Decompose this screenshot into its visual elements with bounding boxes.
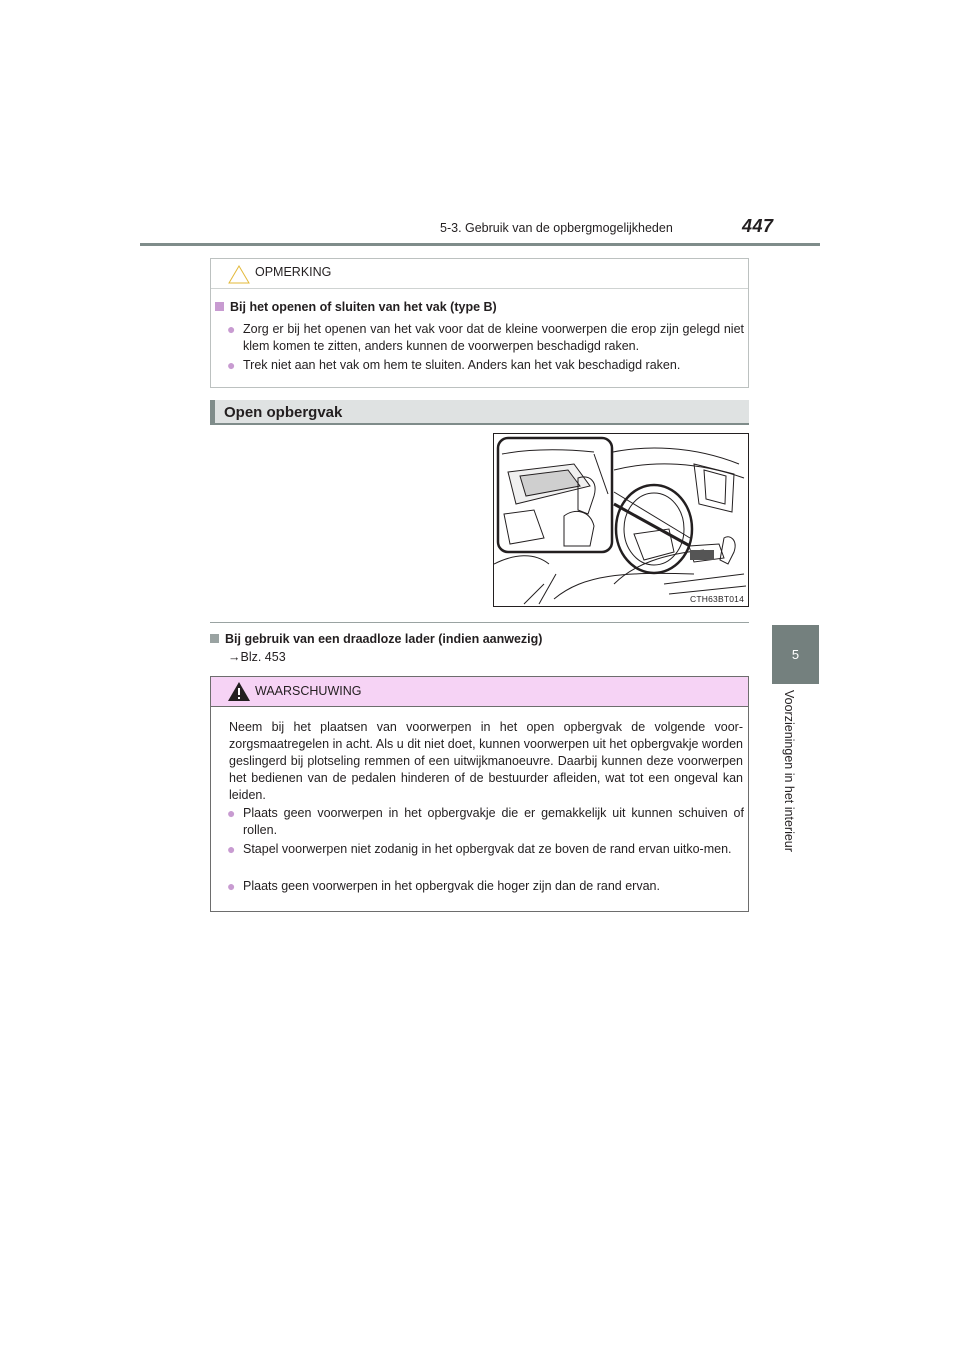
bullet-dot-icon: ● [227, 841, 236, 857]
notice-header [211, 259, 748, 289]
section-heading-bar [210, 400, 749, 425]
square-marker-icon [215, 302, 224, 311]
open-tray-illustration [493, 433, 749, 607]
warning-header [211, 677, 748, 707]
bullet-dot-icon: ● [227, 805, 236, 821]
warning-bullet: ● Plaats geen voorwerpen in het opbergvakje die er gemakkelijk uit kunnen schuiven of rollen. [227, 805, 744, 837]
chapter-tab: 5 [772, 625, 819, 684]
caution-triangle-icon [228, 265, 250, 284]
warning-bullet: ● Stapel voorwerpen niet zodanig in het opbergvak dat ze boven de rand ervan uitko-men. [227, 841, 732, 857]
notice-bullet: ● Zorg er bij het openen van het vak voor dat de kleine voorwerpen die erop zijn gelegd niet klem komen te zitten, anders kunnen de voorwerpen beschadigd raken. [227, 321, 744, 353]
section-heading: Open opbergvak [224, 404, 343, 421]
notice-subheading: Bij het openen of sluiten van het vak (type B) [215, 300, 497, 314]
dashboard-line-drawing [494, 434, 748, 606]
notice-bullet: ● Trek niet aan het vak om hem te sluiten. Anders kan het vak beschadigd raken. [227, 357, 681, 373]
section-title: 5-3. Gebruik van de opbergmogelijkheden [440, 221, 673, 235]
page-number: 447 [742, 216, 774, 236]
section-accent [210, 400, 215, 423]
bullet-dot-icon: ● [227, 878, 236, 894]
page-reference: →Blz. 453 [228, 650, 286, 664]
header-rule [140, 243, 820, 246]
notice-label: OPMERKING [255, 265, 332, 279]
figure-code: CTH63BT014 [690, 594, 744, 604]
square-marker-icon [210, 634, 219, 643]
bullet-dot-icon: ● [227, 357, 236, 373]
wireless-subheading: Bij gebruik van een draadloze lader (indien aanwezig) [210, 632, 542, 646]
chapter-title: Voorzieningen in het interieur [782, 690, 796, 852]
warning-triangle-icon [227, 681, 251, 702]
bullet-dot-icon: ● [227, 321, 236, 337]
warning-box [210, 676, 749, 912]
warning-bullet: ● Plaats geen voorwerpen in het opbergvak die hoger zijn dan de rand ervan. [227, 878, 660, 894]
divider [210, 622, 749, 623]
warning-intro: Neem bij het plaatsen van voorwerpen in het open opbergvak de volgende voor-zorgsmaatregelen in acht. Als u dit niet doet, kunnen voorwerpen uit het opbergvakje worden geslingerd bij plotseling remmen of een uitwijkmanoeuvre. Daarbij kunnen deze voorwerpen het bedienen van de pedalen hinderen of de bestuurder afleiden, wat tot een ongeval kan leiden. [229, 720, 743, 802]
warning-label: WAARSCHUWING [255, 684, 362, 698]
notice-box [210, 258, 749, 388]
